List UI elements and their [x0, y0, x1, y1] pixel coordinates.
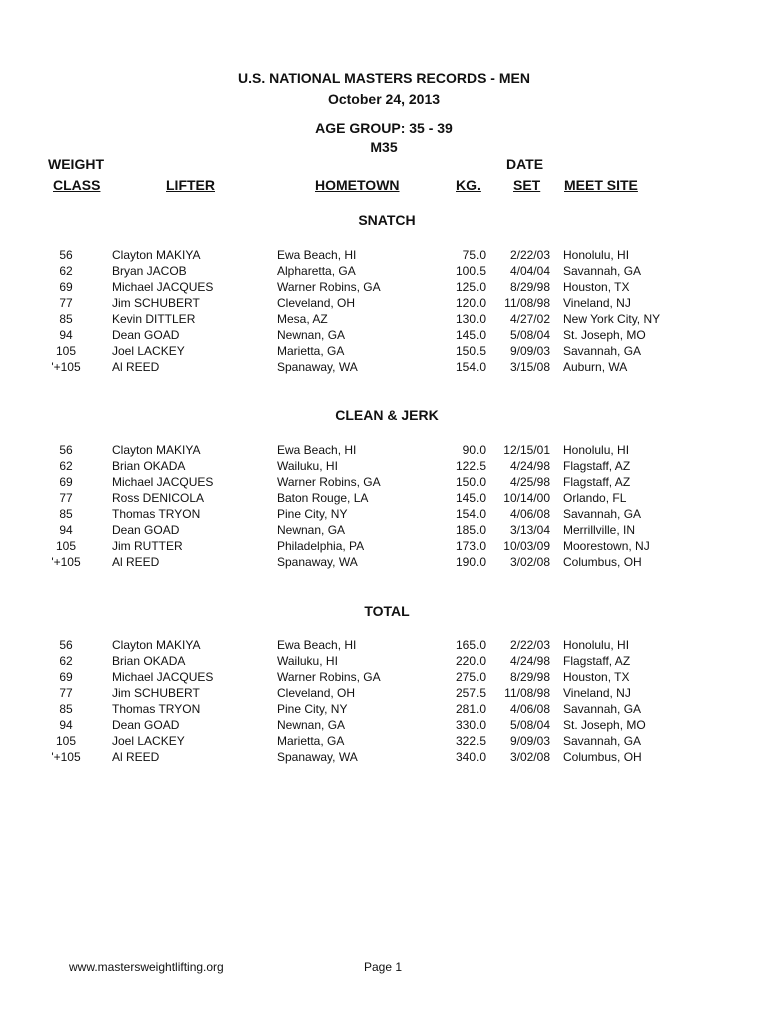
meet-site-cell: Flagstaff, AZ	[563, 475, 631, 489]
hometown-cell: Spanaway, WA	[277, 555, 358, 569]
lifter-cell: Clayton MAKIYA	[112, 638, 201, 652]
lifter-cell: Al REED	[112, 555, 160, 569]
table-row	[0, 686, 768, 702]
table-row	[0, 459, 768, 475]
footer-page-number: Page 1	[364, 960, 403, 974]
weight-class-cell: '+105	[51, 555, 81, 569]
hometown-cell: Pine City, NY	[277, 507, 348, 521]
lifter-cell: Thomas TRYON	[112, 507, 201, 521]
kg-cell: 100.5	[455, 264, 486, 278]
date-set-cell: 8/29/98	[509, 280, 550, 294]
table-row	[0, 702, 768, 718]
meet-site-cell: Moorestown, NJ	[563, 539, 650, 553]
meet-site-cell: Columbus, OH	[563, 555, 642, 569]
meet-site-cell: Orlando, FL	[563, 491, 627, 505]
column-header-meet-site: MEET SITE	[564, 177, 638, 193]
table-row	[0, 443, 768, 459]
date-set-cell: 11/08/98	[504, 686, 550, 700]
hometown-cell: Ewa Beach, HI	[277, 443, 357, 457]
division: M35	[370, 139, 398, 155]
weight-class-cell: 77	[59, 491, 73, 505]
kg-cell: 150.5	[455, 344, 486, 358]
lifter-cell: Michael JACQUES	[112, 670, 214, 684]
section-title-total: TOTAL	[364, 603, 410, 619]
lifter-cell: Brian OKADA	[112, 654, 186, 668]
table-row	[0, 491, 768, 507]
date-set-cell: 3/02/08	[509, 750, 550, 764]
table-row	[0, 539, 768, 555]
column-header-date: DATE	[506, 156, 544, 172]
hometown-cell: Cleveland, OH	[277, 296, 356, 310]
date-set-cell: 2/22/03	[509, 248, 550, 262]
hometown-cell: Wailuku, HI	[277, 654, 338, 668]
table-row	[0, 360, 768, 376]
kg-cell: 154.0	[455, 360, 486, 374]
weight-class-cell: 94	[59, 718, 73, 732]
kg-cell: 220.0	[455, 654, 486, 668]
hometown-cell: Alpharetta, GA	[277, 264, 356, 278]
lifter-cell: Bryan JACOB	[112, 264, 187, 278]
table-row	[0, 344, 768, 360]
table-row	[0, 555, 768, 571]
age-group: AGE GROUP: 35 - 39	[315, 120, 453, 136]
section-title-snatch: SNATCH	[358, 212, 416, 228]
weight-class-cell: 77	[59, 296, 73, 310]
column-header-set: SET	[513, 177, 541, 193]
weight-class-cell: 69	[59, 280, 73, 294]
table-row	[0, 750, 768, 766]
weight-class-cell: '+105	[51, 750, 81, 764]
weight-class-cell: 94	[59, 328, 73, 342]
lifter-cell: Thomas TRYON	[112, 702, 201, 716]
meet-site-cell: Honolulu, HI	[563, 443, 630, 457]
meet-site-cell: Savannah, GA	[563, 734, 642, 748]
lifter-cell: Michael JACQUES	[112, 280, 214, 294]
lifter-cell: Dean GOAD	[112, 328, 180, 342]
table-row	[0, 718, 768, 734]
date-set-cell: 3/02/08	[509, 555, 550, 569]
lifter-cell: Brian OKADA	[112, 459, 186, 473]
weight-class-cell: 62	[59, 654, 73, 668]
lifter-cell: Clayton MAKIYA	[112, 248, 201, 262]
weight-class-cell: 77	[59, 686, 73, 700]
table-row	[0, 264, 768, 280]
date-set-cell: 4/06/08	[509, 507, 550, 521]
meet-site-cell: St. Joseph, MO	[563, 718, 646, 732]
date-set-cell: 4/24/98	[509, 459, 550, 473]
hometown-cell: Newnan, GA	[277, 523, 346, 537]
kg-cell: 275.0	[455, 670, 486, 684]
date-set-cell: 5/08/04	[509, 718, 550, 732]
weight-class-cell: 62	[59, 264, 73, 278]
kg-cell: 145.0	[455, 491, 486, 505]
hometown-cell: Warner Robins, GA	[277, 475, 381, 489]
date-set-cell: 4/24/98	[509, 654, 550, 668]
hometown-cell: Warner Robins, GA	[277, 280, 381, 294]
weight-class-cell: 56	[59, 248, 73, 262]
lifter-cell: Kevin DITTLER	[112, 312, 196, 326]
date-set-cell: 12/15/01	[503, 443, 550, 457]
meet-site-cell: Vineland, NJ	[563, 296, 631, 310]
kg-cell: 145.0	[455, 328, 486, 342]
weight-class-cell: 56	[59, 443, 73, 457]
weight-class-cell: 62	[59, 459, 73, 473]
column-header-class: CLASS	[53, 177, 101, 193]
meet-site-cell: Savannah, GA	[563, 264, 642, 278]
table-row	[0, 296, 768, 312]
meet-site-cell: Savannah, GA	[563, 507, 642, 521]
weight-class-cell: 69	[59, 475, 73, 489]
section-title-clean-jerk: CLEAN & JERK	[335, 407, 439, 423]
footer-website: www.mastersweightlifting.org	[69, 960, 224, 974]
kg-cell: 75.0	[462, 248, 486, 262]
lifter-cell: Al REED	[112, 750, 160, 764]
table-row	[0, 638, 768, 654]
table-row	[0, 507, 768, 523]
column-header-hometown: HOMETOWN	[315, 177, 400, 193]
meet-site-cell: Honolulu, HI	[563, 638, 630, 652]
date-set-cell: 10/14/00	[503, 491, 550, 505]
hometown-cell: Baton Rouge, LA	[277, 491, 369, 505]
kg-cell: 150.0	[455, 475, 486, 489]
meet-site-cell: Savannah, GA	[563, 702, 642, 716]
meet-site-cell: Houston, TX	[563, 670, 630, 684]
weight-class-cell: 56	[59, 638, 73, 652]
meet-site-cell: St. Joseph, MO	[563, 328, 646, 342]
date-set-cell: 3/15/08	[509, 360, 550, 374]
meet-site-cell: Auburn, WA	[563, 360, 628, 374]
kg-cell: 190.0	[455, 555, 486, 569]
kg-cell: 185.0	[455, 523, 486, 537]
meet-site-cell: Columbus, OH	[563, 750, 642, 764]
lifter-cell: Jim SCHUBERT	[112, 296, 200, 310]
meet-site-cell: Savannah, GA	[563, 344, 642, 358]
table-row	[0, 280, 768, 296]
date-set-cell: 4/06/08	[509, 702, 550, 716]
hometown-cell: Marietta, GA	[277, 344, 345, 358]
lifter-cell: Michael JACQUES	[112, 475, 214, 489]
meet-site-cell: Flagstaff, AZ	[563, 654, 631, 668]
column-header-kg: KG.	[456, 177, 481, 193]
weight-class-cell: 85	[59, 312, 73, 326]
kg-cell: 165.0	[455, 638, 486, 652]
hometown-cell: Ewa Beach, HI	[277, 248, 357, 262]
hometown-cell: Warner Robins, GA	[277, 670, 381, 684]
date-set-cell: 4/04/04	[509, 264, 550, 278]
hometown-cell: Cleveland, OH	[277, 686, 356, 700]
lifter-cell: Jim SCHUBERT	[112, 686, 200, 700]
meet-site-cell: Vineland, NJ	[563, 686, 631, 700]
lifter-cell: Al REED	[112, 360, 160, 374]
meet-site-cell: New York City, NY	[563, 312, 661, 326]
date-set-cell: 9/09/03	[509, 344, 550, 358]
weight-class-cell: 85	[59, 507, 73, 521]
table-row	[0, 248, 768, 264]
lifter-cell: Jim RUTTER	[112, 539, 183, 553]
lifter-cell: Dean GOAD	[112, 523, 180, 537]
kg-cell: 330.0	[455, 718, 486, 732]
lifter-cell: Joel LACKEY	[112, 344, 185, 358]
table-row	[0, 523, 768, 539]
kg-cell: 130.0	[455, 312, 486, 326]
date-set-cell: 3/13/04	[509, 523, 550, 537]
weight-class-cell: 105	[55, 344, 77, 358]
kg-cell: 340.0	[455, 750, 486, 764]
lifter-cell: Dean GOAD	[112, 718, 180, 732]
date-set-cell: 4/25/98	[509, 475, 550, 489]
table-row	[0, 328, 768, 344]
kg-cell: 154.0	[455, 507, 486, 521]
document-title: U.S. NATIONAL MASTERS RECORDS - MEN	[238, 70, 530, 86]
document-date: October 24, 2013	[327, 91, 441, 107]
kg-cell: 122.5	[455, 459, 486, 473]
lifter-cell: Joel LACKEY	[112, 734, 185, 748]
weight-class-cell: 69	[59, 670, 73, 684]
kg-cell: 125.0	[455, 280, 486, 294]
hometown-cell: Philadelphia, PA	[277, 539, 365, 553]
kg-cell: 120.0	[455, 296, 486, 310]
hometown-cell: Pine City, NY	[277, 702, 348, 716]
hometown-cell: Wailuku, HI	[277, 459, 338, 473]
hometown-cell: Ewa Beach, HI	[277, 638, 357, 652]
kg-cell: 281.0	[455, 702, 486, 716]
date-set-cell: 2/22/03	[509, 638, 550, 652]
kg-cell: 173.0	[455, 539, 486, 553]
column-header-weight: WEIGHT	[48, 156, 104, 172]
hometown-cell: Spanaway, WA	[277, 360, 358, 374]
hometown-cell: Newnan, GA	[277, 328, 346, 342]
hometown-cell: Marietta, GA	[277, 734, 345, 748]
kg-cell: 257.5	[455, 686, 486, 700]
column-header-lifter: LIFTER	[166, 177, 215, 193]
weight-class-cell: 105	[55, 539, 77, 553]
lifter-cell: Ross DENICOLA	[112, 491, 205, 505]
weight-class-cell: 105	[55, 734, 77, 748]
date-set-cell: 5/08/04	[509, 328, 550, 342]
date-set-cell: 4/27/02	[509, 312, 550, 326]
meet-site-cell: Houston, TX	[563, 280, 630, 294]
hometown-cell: Newnan, GA	[277, 718, 346, 732]
meet-site-cell: Flagstaff, AZ	[563, 459, 631, 473]
meet-site-cell: Honolulu, HI	[563, 248, 630, 262]
table-row	[0, 670, 768, 686]
date-set-cell: 11/08/98	[504, 296, 550, 310]
table-row	[0, 312, 768, 328]
hometown-cell: Mesa, AZ	[277, 312, 328, 326]
date-set-cell: 10/03/09	[503, 539, 550, 553]
date-set-cell: 9/09/03	[509, 734, 550, 748]
table-row	[0, 654, 768, 670]
weight-class-cell: 94	[59, 523, 73, 537]
table-row	[0, 475, 768, 491]
hometown-cell: Spanaway, WA	[277, 750, 358, 764]
weight-class-cell: 85	[59, 702, 73, 716]
weight-class-cell: '+105	[51, 360, 81, 374]
kg-cell: 322.5	[455, 734, 486, 748]
meet-site-cell: Merrillville, IN	[563, 523, 635, 537]
table-row	[0, 734, 768, 750]
lifter-cell: Clayton MAKIYA	[112, 443, 201, 457]
date-set-cell: 8/29/98	[509, 670, 550, 684]
kg-cell: 90.0	[462, 443, 486, 457]
